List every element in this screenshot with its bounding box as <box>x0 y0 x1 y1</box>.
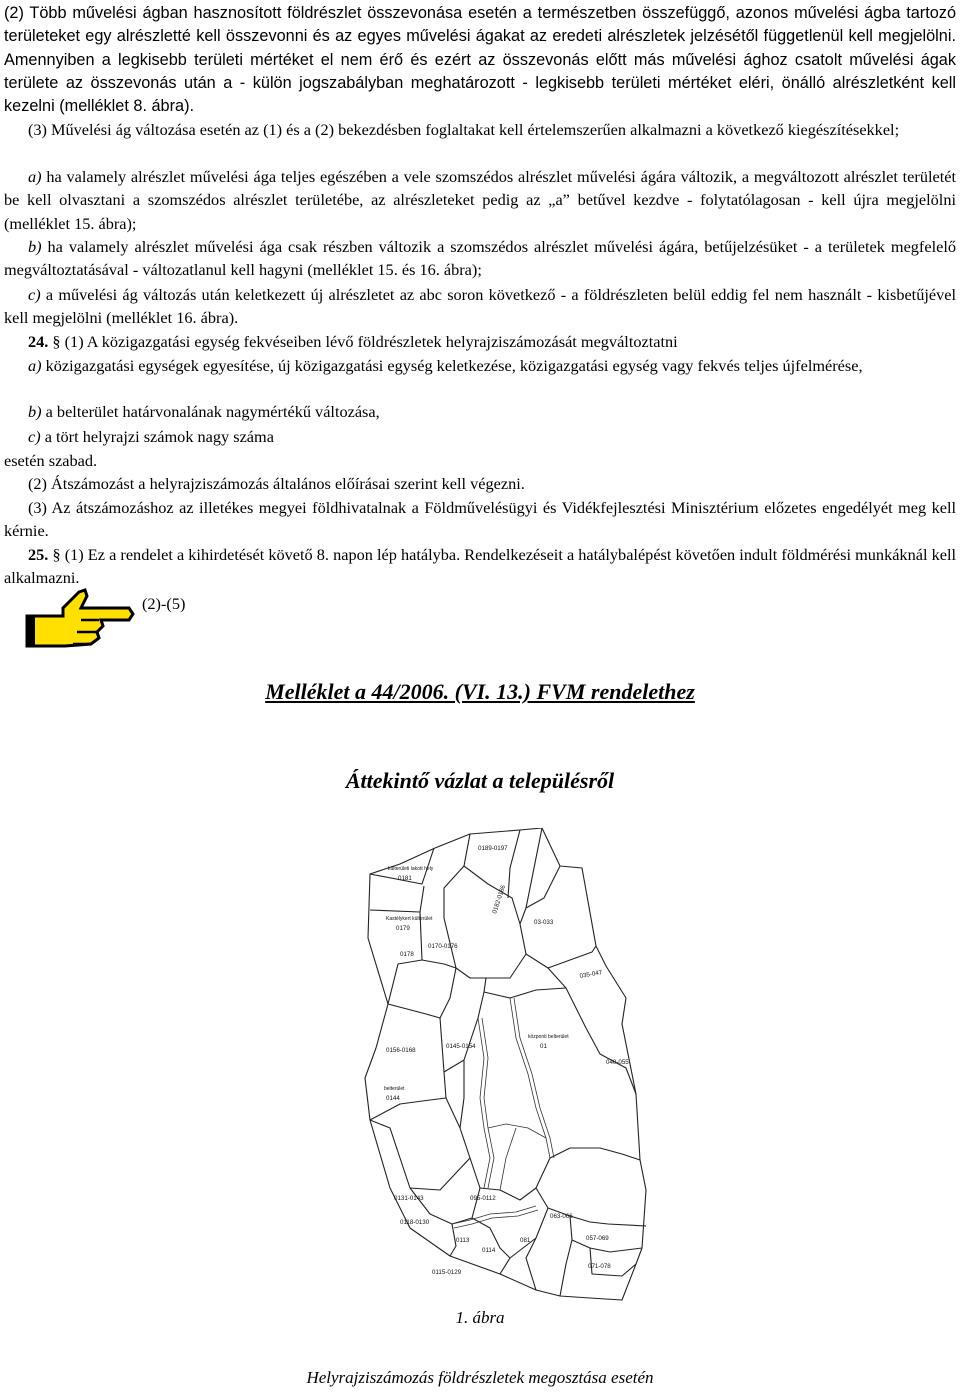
section-24-b <box>4 400 956 423</box>
map-label: 063-066 <box>550 1213 573 1220</box>
map-label: 040-055 <box>606 1059 629 1066</box>
paragraph-2: (2) Több művelési ágban hasznosított földrészlet összevonása esetén a természetben összefüggő, azonos művelési ágba tartozó területeket egy alrészletté kell összevonni és az egyes művelési ágakat az eredeti alrészletek jelzésétől függetlenül kell megjelölni. Amennyiben a legkisebb területi mértéket el nem érő és ezért az összevonás előtt más művelési ághoz csatolt művelési ágak területe az összevonás után a - külön jogszabályban meghatározott - legkisebb területi mértéket eléri, önálló alrészletként kell kezelni (melléklet 8. ábra). <box>4 4 956 116</box>
map-label: 0182-0186 <box>491 884 508 915</box>
section-24-a <box>4 354 956 377</box>
item-text: a művelési ág változás után keletkezett új alrészletet az abc soron következő - a földrészleten belül eddig fel nem használt - kisbetűjével kell megjelölni (melléklet 16. ábra). <box>4 285 956 328</box>
map-label: 01 <box>540 1043 547 1050</box>
section-24-2: (2) Átszámozást a helyrajziszámozás általános előírásai szerint kell végezni. <box>28 474 525 493</box>
item-label: a) <box>28 167 42 186</box>
map-label: 0115-0129 <box>432 1269 462 1276</box>
map-label: központi belterület <box>528 1034 569 1040</box>
paragraph-3: (3) Művelési ág változása esetén az (1) és a (2) bekezdésben foglaltakat kell értelemszerűen alkalmazni a következő kiegészítésekkel; <box>28 120 900 139</box>
pointing-hand-icon[interactable] <box>25 586 135 650</box>
section-text: § (1) A közigazgatási egység fekvéseiben lévő földrészletek helyrajziszámozását megváltoztatni <box>48 332 678 351</box>
paragraph-3b <box>4 235 956 282</box>
map-label: 057-069 <box>586 1235 609 1242</box>
map-label: külterületi lakott hely <box>388 866 434 872</box>
map-label: Kastélykert külterület <box>386 916 433 922</box>
item-label: b) <box>28 237 42 256</box>
map-label: 0131-0143 <box>394 1195 424 1202</box>
section-24-closing: esetén szabad. <box>4 451 98 470</box>
section-number: 25. <box>28 545 49 564</box>
paragraph-3a <box>4 165 956 235</box>
figure-number: 1. ábra <box>455 1308 505 1327</box>
item-text: ha valamely alrészlet művelési ága csak részben változik a szomszédos alrészlet művelési ágára, betűjelzésüket - a területek megfelelő megváltoztatásával - változatlanul kell hagyni (melléklet 15. és 16. ábra); <box>4 237 956 280</box>
map-label: 0170-0176 <box>428 943 458 950</box>
paragraph-3c <box>4 283 956 330</box>
section-25 <box>4 543 956 590</box>
sketch-title: Áttekintő vázlat a településről <box>345 768 615 793</box>
map-outer-boundary <box>365 828 646 1300</box>
settlement-sketch-map <box>360 828 652 1303</box>
item-label: b) <box>28 402 42 421</box>
map-label: 03-033 <box>534 919 554 926</box>
map-label: belterület <box>384 1086 405 1092</box>
item-label: c) <box>28 427 41 446</box>
map-label: 0113 <box>456 1237 470 1244</box>
item-text: közigazgatási egységek egyesítése, új közigazgatási egység keletkezése, közigazgatási egység vagy fekvés teljes újfelmérése, <box>41 356 863 375</box>
annex-title: Melléklet a 44/2006. (VI. 13.) FVM rendelethez <box>265 679 695 704</box>
map-label: 0189-0197 <box>478 845 508 852</box>
pointer-note[interactable]: (2)-(5) <box>142 594 186 613</box>
map-label: 0114 <box>482 1247 496 1254</box>
map-label: 0179 <box>396 925 410 932</box>
item-text: a belterület határvonalának nagymértékű változása, <box>41 402 380 421</box>
section-24 <box>4 330 956 353</box>
section-text: § (1) Ez a rendelet a kihirdetését követő 8. napon lép hatályba. Rendelkezéseit a hatálybalépést követően indult földmérési munkáknál kell alkalmazni. <box>4 545 956 588</box>
item-text: ha valamely alrészlet művelési ága teljes egészében a vele szomszédos alrészlet művelési ágára változik, a megváltozott alrészlet területét be kell olvasztani a szomszédos alrészlet területébe, az alrészleteket pedig az „a” betűvel kezdve - folytatólagosan - kell újra megjelölni (melléklet 15. ábra); <box>4 167 956 233</box>
item-text: a tört helyrajzi számok nagy száma <box>40 427 274 446</box>
map-label: 081 <box>520 1237 531 1244</box>
map-label: 0118-0130 <box>400 1219 430 1226</box>
section-24-c <box>4 425 956 448</box>
map-label: 0178 <box>400 951 414 958</box>
figure-caption: Helyrajziszámozás földrészletek megosztása esetén <box>306 1368 654 1387</box>
map-label: 0145-0154 <box>446 1043 476 1050</box>
section-24-3: (3) Az átszámozáshoz az illetékes megyei földhivatalnak a Földművelésügyi és Vidékfejlesztési Minisztérium előzetes engedélyét meg kell kérnie. <box>4 498 956 541</box>
map-label: 0144 <box>386 1095 400 1102</box>
section-number: 24. <box>28 332 49 351</box>
map-label: 0181 <box>398 875 412 882</box>
item-label: c) <box>28 285 41 304</box>
item-label: a) <box>28 356 42 375</box>
map-label: 071-078 <box>588 1263 611 1270</box>
map-label: 035-047 <box>579 969 603 980</box>
map-label: 0156-0168 <box>386 1047 416 1054</box>
map-label: 095-0112 <box>470 1195 496 1202</box>
